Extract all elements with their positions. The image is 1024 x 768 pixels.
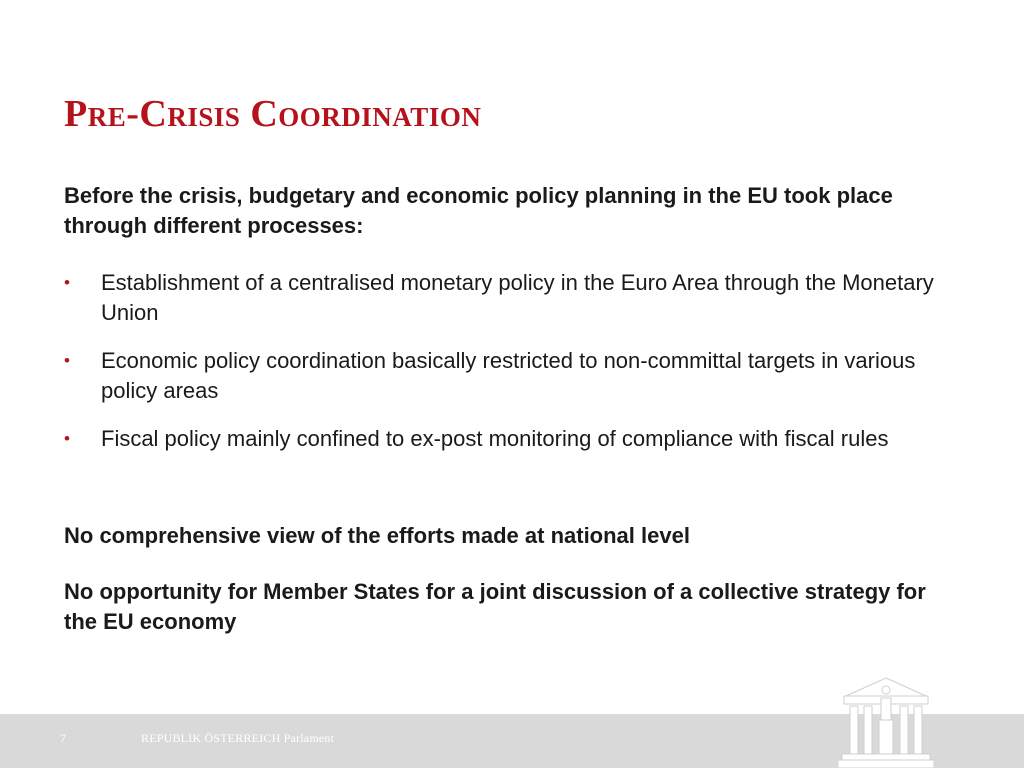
statement-national-view: No comprehensive view of the efforts made at national level <box>64 523 690 548</box>
bullet-text: Economic policy coordination basically restricted to non-committal targets in various policy areas <box>101 348 916 403</box>
bullet-text: Fiscal policy mainly confined to ex-post monitoring of compliance with fiscal rules <box>101 426 889 451</box>
intro-text: Before the crisis, budgetary and economic policy planning in the EU took place through different processes: <box>64 183 893 238</box>
bullet-marker: • <box>64 351 70 370</box>
parliament-building-icon <box>838 668 934 768</box>
bullet-item <box>64 424 944 454</box>
bullet-item <box>64 346 944 406</box>
bullet-marker: • <box>64 273 70 292</box>
bullet-item <box>64 268 944 328</box>
bullet-text: Establishment of a centralised monetary policy in the Euro Area through the Monetary Union <box>101 270 934 325</box>
bullet-marker: • <box>64 429 70 448</box>
footer-brand: REPUBLIK ÖSTERREICH Parlament <box>141 731 335 745</box>
bullet-list <box>64 268 944 472</box>
slide-title: Pre-Crisis Coordination <box>64 93 482 135</box>
statement-joint-discussion: No opportunity for Member States for a joint discussion of a collective strategy for the EU economy <box>64 579 926 634</box>
page-number: 7 <box>60 731 66 745</box>
